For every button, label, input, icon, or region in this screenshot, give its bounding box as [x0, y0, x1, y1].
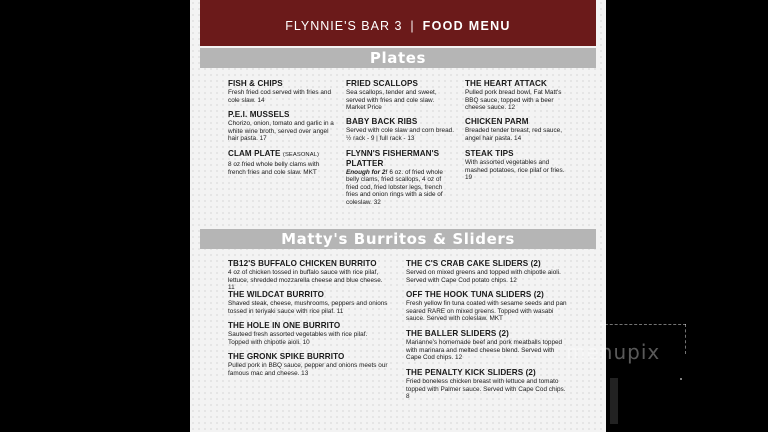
item-name: THE HOLE IN ONE BURRITO [228, 321, 341, 330]
watermark-border [600, 324, 686, 325]
header-separator: | [410, 19, 415, 33]
item-description: Fresh yellow fin tuna coated with sesame seeds and pan seared RARE on mixed greens. Topped with wasabi sauce. Served with coleslaw. MKT [406, 300, 567, 322]
item-description: Chorizo, onion, tomato and garlic in a white wine broth, served over angel hair pasta. 17 [228, 120, 334, 142]
item-tag: (SEASONAL) [282, 152, 320, 158]
item-name: THE WILDCAT BURRITO [228, 290, 325, 299]
menu-item [406, 259, 570, 284]
menu-item [465, 149, 569, 182]
item-name: THE C'S CRAB CAKE SLIDERS (2) [406, 259, 541, 268]
item-description: Pulled pork in BBQ sauce, pepper and onions meets our famous mac and cheese. 13 [228, 362, 388, 377]
item-description: Shaved steak, cheese, mushrooms, peppers and onions tossed in teriyaki sauce with rice pilaf. 11 [228, 300, 388, 315]
item-description [346, 169, 454, 207]
menu-item [346, 149, 454, 206]
item-name [228, 149, 336, 161]
menu-item [346, 117, 454, 142]
menu-item [228, 110, 336, 143]
item-name: FISH & CHIPS [228, 79, 283, 88]
item-name: BABY BACK RIBS [346, 117, 418, 126]
item-name: THE PENALTY KICK SLIDERS (2) [406, 368, 536, 377]
menu-item [346, 79, 454, 112]
item-name: THE GRONK SPIKE BURRITO [228, 352, 345, 361]
decorative-dot [680, 378, 682, 380]
item-description: Sauteed fresh assorted vegetables with rice pilaf. Topped with chipotle aioli. 10 [228, 331, 368, 346]
item-name: FRIED SCALLOPS [346, 79, 418, 88]
item-description: Sea scallops, tender and sweet, served with fries and cole slaw. Market Price [346, 89, 437, 111]
watermark-logo: menupix [566, 340, 661, 364]
menu-item [406, 290, 570, 323]
menu-title: FOOD MENU [422, 19, 511, 33]
menu-item [228, 259, 388, 292]
item-name: CHICKEN PARM [465, 117, 529, 126]
item-description: Served with cole slaw and corn bread. ½ rack - 9 | full rack - 13 [346, 127, 454, 142]
item-description: 8 oz fried whole belly clams with french fries and cole slaw. MKT [228, 161, 320, 176]
item-description: With assorted vegetables and mashed potatoes, rice pilaf or fries. 19 [465, 159, 565, 181]
scrollbar-handle[interactable] [610, 378, 618, 424]
item-description: Fried boneless chicken breast with lettuce and tomato topped with Palmer sauce. Served with Cape Cod chips. 8 [406, 378, 566, 400]
menu-item [465, 79, 569, 112]
menu-item [228, 321, 388, 346]
menu-item [406, 329, 570, 362]
item-name: THE BALLER SLIDERS (2) [406, 329, 509, 338]
menu-item [228, 352, 388, 377]
item-name: STEAK TIPS [465, 149, 514, 158]
menu-item [228, 149, 336, 176]
menu-item [228, 290, 388, 315]
item-name: THE HEART ATTACK [465, 79, 547, 88]
item-description: Fresh fried cod served with fries and cole slaw. 14 [228, 89, 332, 104]
menu-item [406, 368, 570, 401]
menu-item [465, 117, 569, 142]
item-description: 4 oz of chicken tossed in buffalo sauce with rice pilaf, lettuce, shredded mozzarella cheese and blue cheese. 11 [228, 269, 383, 291]
section-heading-plates: Plates [200, 48, 596, 68]
menu-header [200, 0, 596, 46]
item-description: Served on mixed greens and topped with chipotle aioli. Served with Cape Cod potato chips. 12 [406, 269, 561, 284]
section-heading-burritos-sliders: Matty's Burritos & Sliders [200, 229, 596, 249]
item-name-text: CLAM PLATE [228, 149, 281, 158]
item-name: P.E.I. MUSSELS [228, 110, 290, 119]
item-description: Breaded tender breast, red sauce, angel hair pasta. 14 [465, 127, 562, 142]
restaurant-name: FLYNNIE'S BAR 3 [285, 19, 403, 33]
item-highlight: Enough for 2! [346, 168, 388, 176]
item-name: TB12'S BUFFALO CHICKEN BURRITO [228, 259, 377, 268]
menu-page [190, 0, 606, 432]
item-description: Pulled pork bread bowl, Fat Matt's BBQ sauce, topped with a beer cheese sauce. 12 [465, 89, 562, 111]
menu-item [228, 79, 336, 104]
item-description: Marianne's homemade beef and pork meatballs topped with marinara and melted cheese blend. Served with Cape Cod chips. 12 [406, 339, 563, 361]
item-description-text: 6 oz. of fried whole belly clams, fried scallops, 4 oz of fried cod, fried lobster legs, french fries and onion rings with a side of coleslaw. 32 [346, 168, 443, 206]
watermark-border [685, 324, 686, 354]
item-name: FLYNN'S FISHERMAN'S PLATTER [346, 149, 440, 168]
item-name: OFF THE HOOK TUNA SLIDERS (2) [406, 290, 544, 299]
